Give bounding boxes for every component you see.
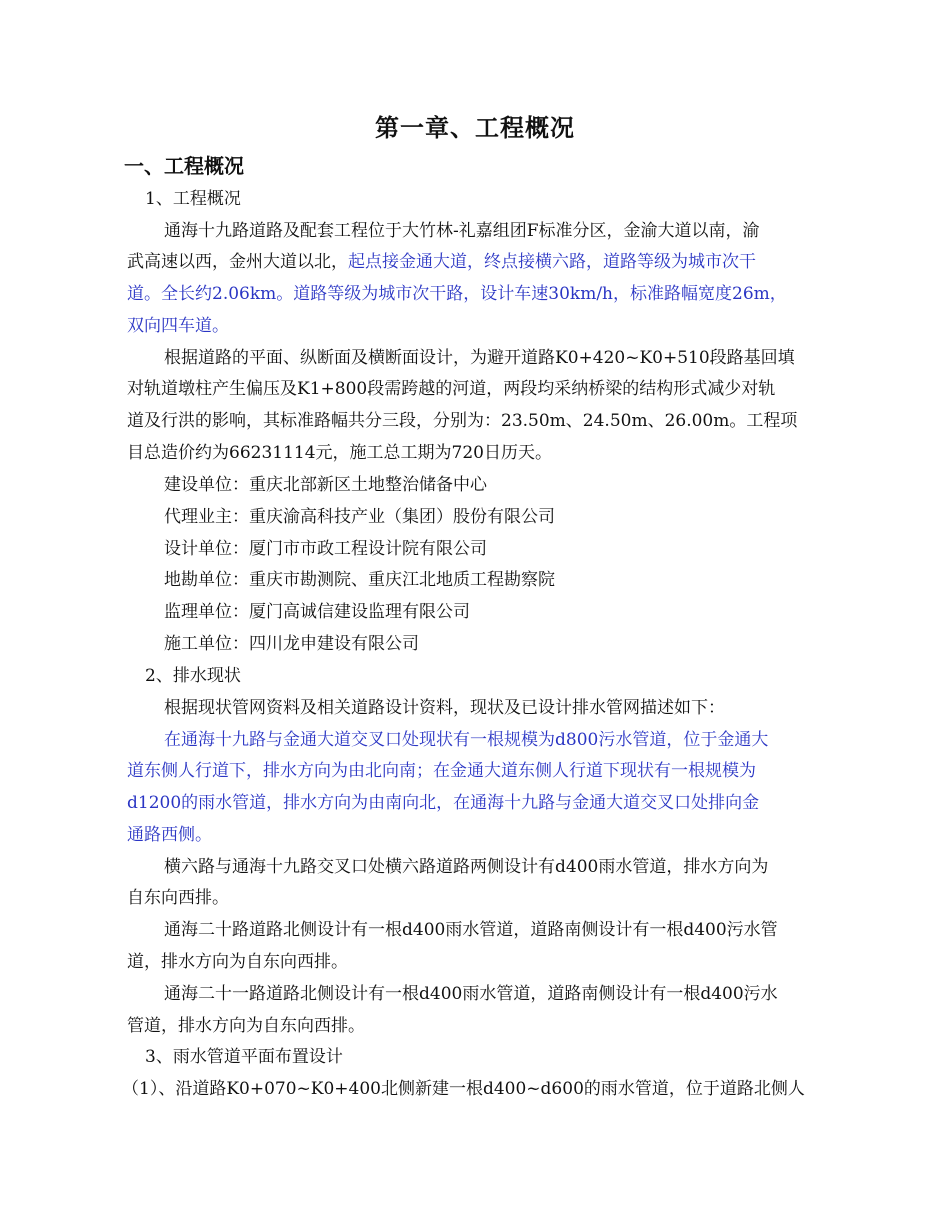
section-title: 一、工程概况 [124,154,244,178]
paragraph-3: 根据现状管网资料及相关道路设计资料，现状及已设计排水管网描述如下： [164,698,725,718]
paragraph-2-line-3: 道及行洪的影响，其标准路幅共分三段，分别为：23.50m、24.50m、26.00m。工程项 [127,411,798,431]
paragraph-1-line-1: 通海十九路道路及配套工程位于大竹林-礼嘉组团F标准分区，金渝大道以南，渝 [164,221,760,241]
paragraph-7-line-1: 通海二十一路道路北侧设计有一根d400雨水管道，道路南侧设计有一根d400污水 [164,984,778,1004]
subheading-1: 1、工程概况 [145,189,241,209]
paragraph-1-line-2a: 武高速以西，金州大道以北， [127,252,348,272]
paragraph-4-line-2: 道东侧人行道下，排水方向为由北向南；在金通大道东侧人行道下现状有一根规模为 [127,761,756,781]
paragraph-1-line-3: 道。全长约2.06km。道路等级为城市次干路，设计车速30km/h，标准路幅宽度26m， [127,284,787,304]
paragraph-7-line-2: 管道，排水方向为自东向西排。 [127,1016,365,1036]
paragraph-5-line-2: 自东向西排。 [127,888,229,908]
unit-build: 建设单位：重庆北部新区土地整治储备中心 [164,475,487,495]
unit-design: 设计单位：厦门市市政工程设计院有限公司 [164,539,487,559]
paragraph-2-line-1: 根据道路的平面、纵断面及横断面设计，为避开道路K0+420~K0+510段路基回填 [164,348,795,368]
unit-survey: 地勘单位：重庆市勘测院、重庆江北地质工程勘察院 [164,570,555,590]
paragraph-4-line-4: 通路西侧。 [127,825,212,845]
paragraph-5-line-1: 横六路与通海十九路交叉口处横六路道路两侧设计有d400雨水管道，排水方向为 [164,857,769,877]
paragraph-1-line-4: 双向四车道。 [127,316,229,336]
unit-agent: 代理业主：重庆渝高科技产业（集团）股份有限公司 [164,507,555,527]
paragraph-2-line-4: 目总造价约为66231114元，施工总工期为720日历天。 [127,443,552,463]
paragraph-2-line-2: 对轨道墩柱产生偏压及K1+800段需跨越的河道，两段均采纳桥梁的结构形式减少对轨 [127,379,776,399]
paragraph-1-line-2b: 起点接金通大道，终点接横六路，道路等级为城市次干 [348,252,756,272]
chapter-title: 第一章、工程概况 [375,114,575,142]
paragraph-4-line-1: 在通海十九路与金通大道交叉口处现状有一根规模为d800污水管道，位于金通大 [164,730,769,750]
paragraph-1-line-2 [127,251,756,273]
paragraph-6-line-1: 通海二十路道路北侧设计有一根d400雨水管道，道路南侧设计有一根d400污水管 [164,920,778,940]
paragraph-4-line-3: d1200的雨水管道，排水方向为由南向北，在通海十九路与金通大道交叉口处排向金 [127,793,760,813]
subheading-2: 2、排水现状 [145,666,241,686]
paragraph-8: （1）、沿道路K0+070~K0+400北侧新建一根d400~d600的雨水管道，位于道路北侧人 [122,1079,805,1099]
paragraph-6-line-2: 道，排水方向为自东向西排。 [127,952,348,972]
unit-construct: 施工单位：四川龙申建设有限公司 [164,634,419,654]
unit-supervise: 监理单位：厦门高诚信建设监理有限公司 [164,602,470,622]
subheading-3: 3、雨水管道平面布置设计 [145,1047,343,1067]
